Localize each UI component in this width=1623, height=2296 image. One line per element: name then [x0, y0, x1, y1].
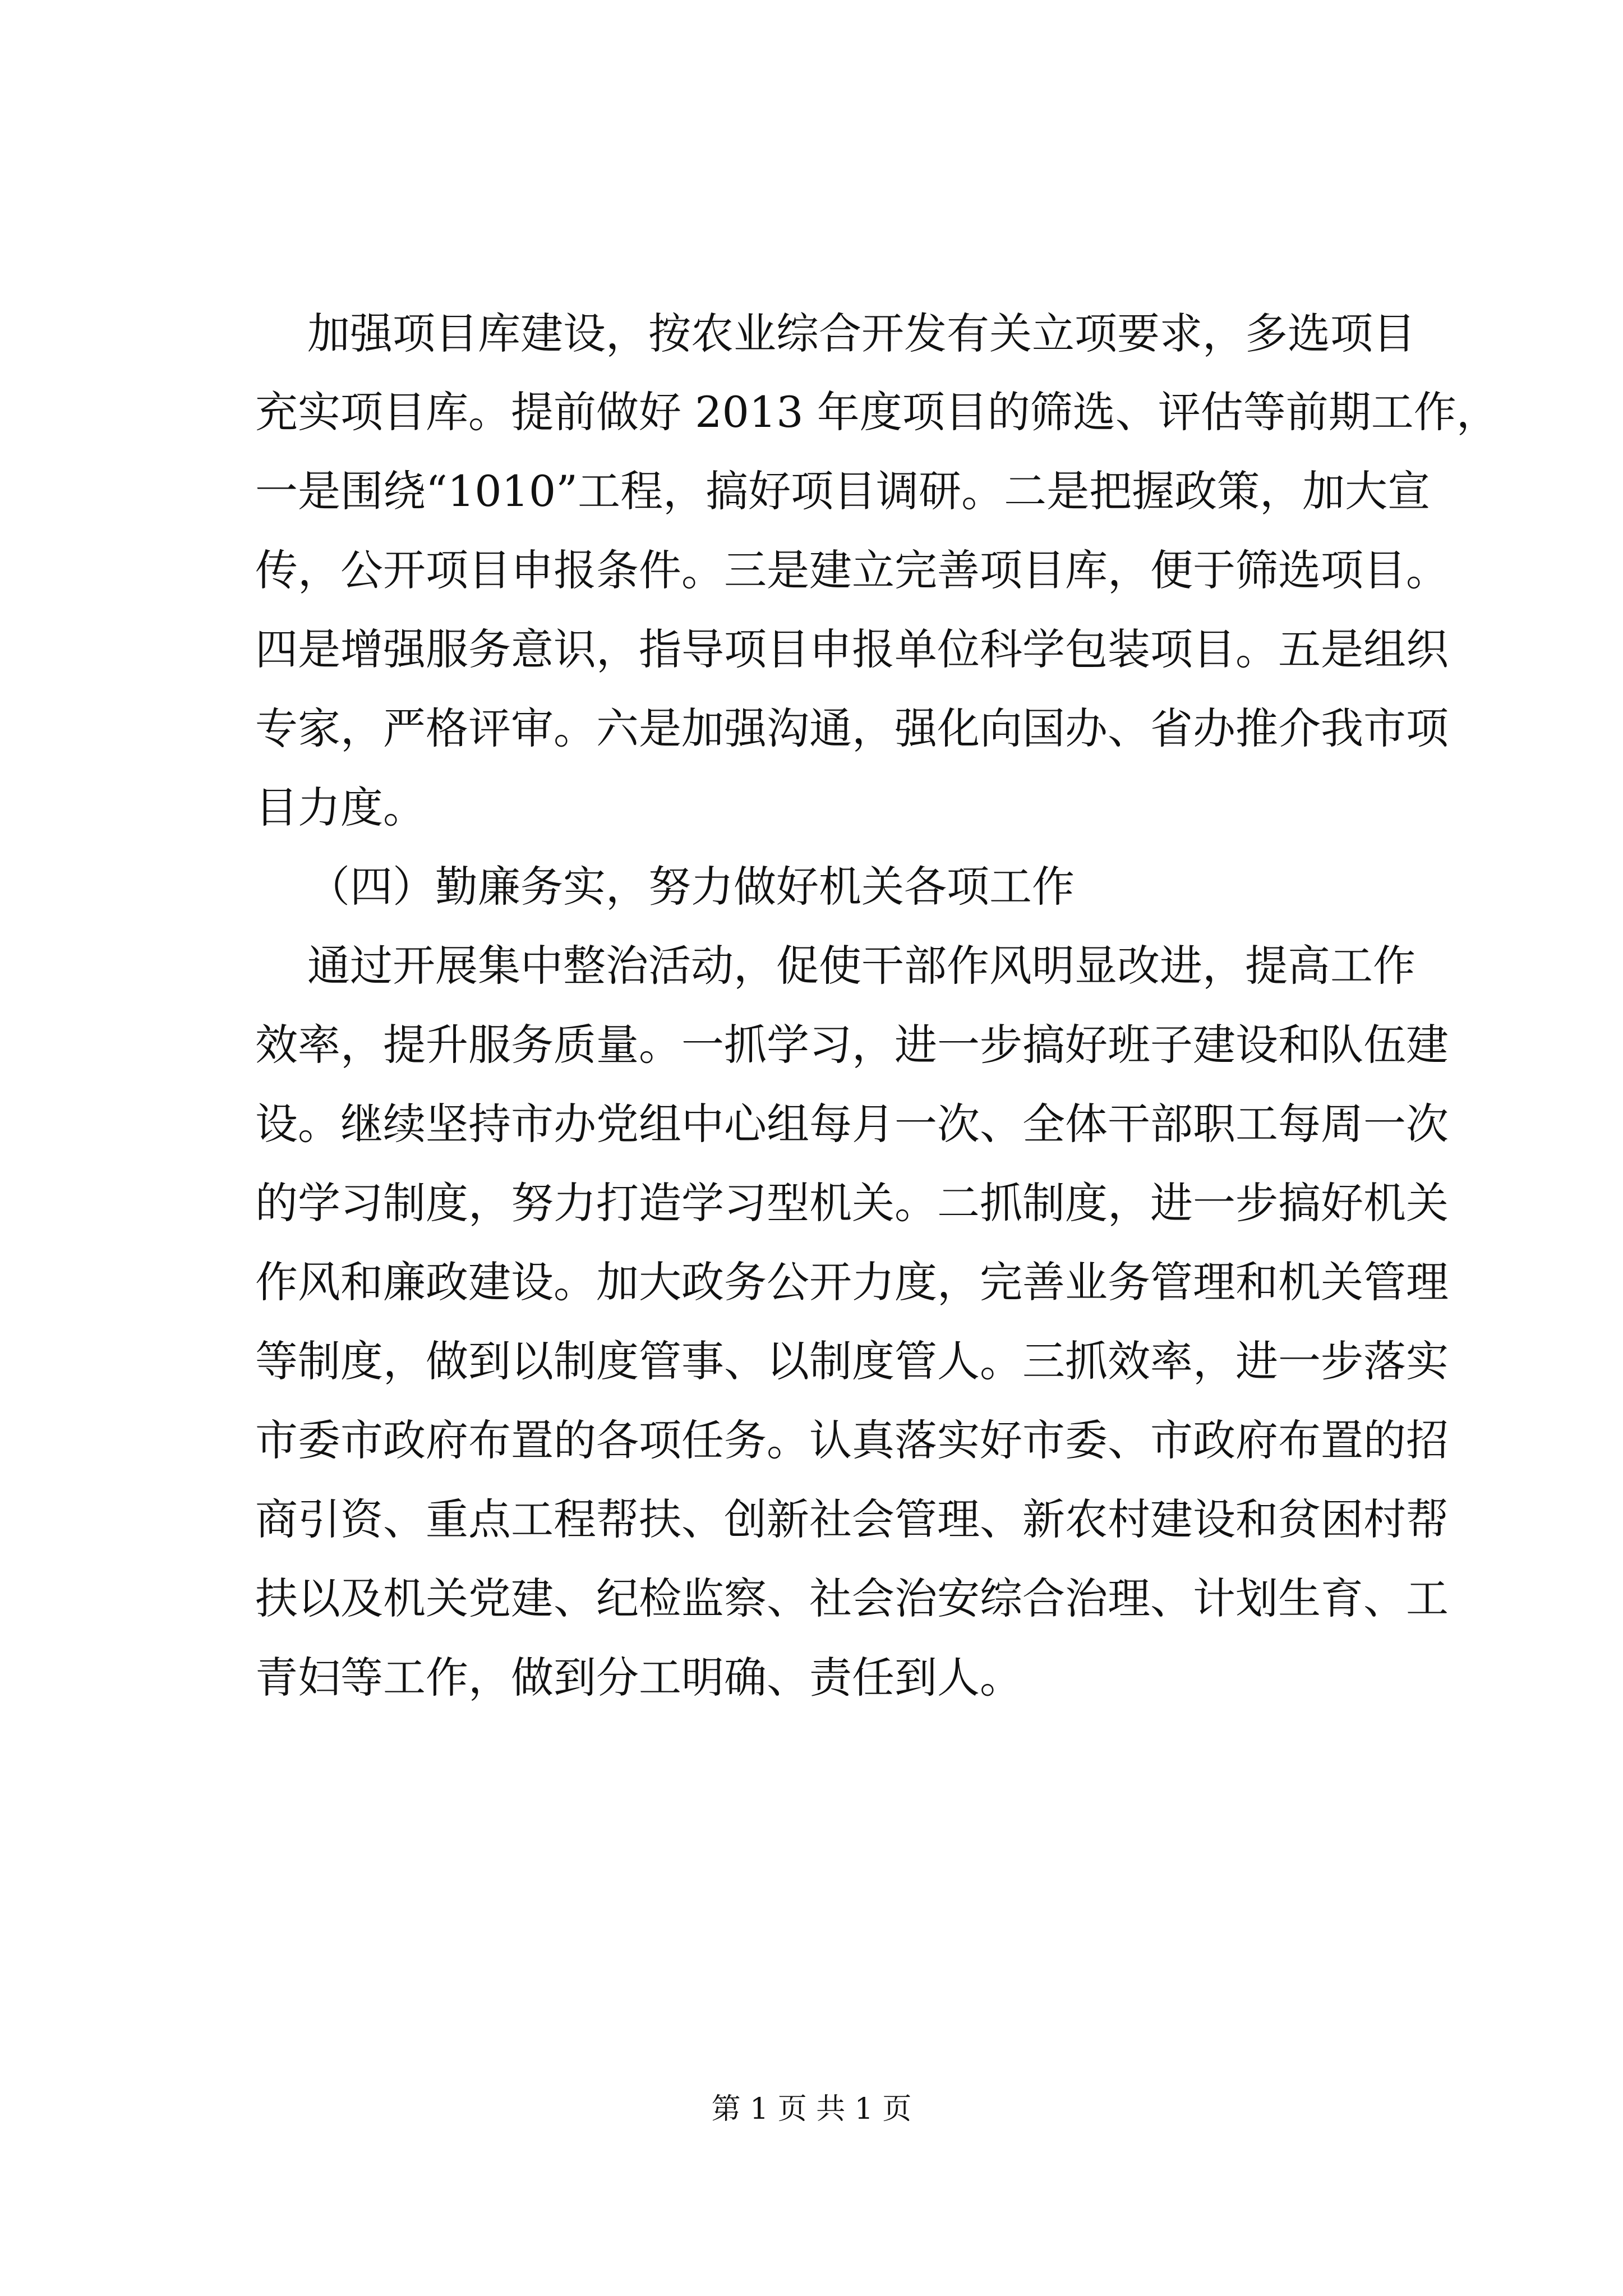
paragraph-line: 效率，提升服务质量。一抓学习，进一步搞好班子建设和队伍建 [255, 1020, 1449, 1070]
paragraph-line: 设。继续坚持市办党组中心组每月一次、全体干部职工每周一次 [255, 1099, 1449, 1149]
paragraph-line: 四是增强服务意识，指导项目申报单位科学包装项目。五是组织 [255, 624, 1449, 674]
paragraph-line: 市委市政府布置的各项任务。认真落实好市委、市政府布置的招 [255, 1415, 1449, 1465]
paragraph-line: 专家，严格评审。六是加强沟通，强化向国办、省办推介我市项 [255, 703, 1449, 753]
paragraph-line: 目力度。 [255, 783, 426, 832]
paragraph-line: 通过开展集中整治活动，促使干部作风明显改进，提高工作 [307, 941, 1415, 991]
paragraph-line: 作风和廉政建设。加大政务公开力度，完善业务管理和机关管理 [255, 1257, 1449, 1307]
section-heading: （四）勤廉务实，努力做好机关各项工作 [307, 862, 1075, 912]
paragraph-line: 青妇等工作，做到分工明确、责任到人。 [255, 1653, 1022, 1703]
paragraph-line: 扶以及机关党建、纪检监察、社会治安综合治理、计划生育、工 [255, 1573, 1449, 1623]
paragraph-line: 传，公开项目申报条件。三是建立完善项目库，便于筛选项目。 [255, 545, 1449, 595]
paragraph-line: 的学习制度，努力打造学习型机关。二抓制度，进一步搞好机关 [255, 1178, 1449, 1228]
paragraph-line: 等制度，做到以制度管事、以制度管人。三抓效率，进一步落实 [255, 1336, 1449, 1386]
page-footer: 第 1 页 共 1 页 [711, 2092, 912, 2126]
paragraph-line: 一是围绕“1010”工程，搞好项目调研。二是把握政策，加大宣 [255, 466, 1431, 516]
paragraph-line: 加强项目库建设，按农业综合开发有关立项要求，多选项目 [307, 309, 1415, 358]
paragraph-line: 充实项目库。提前做好 2013 年度项目的筛选、评估等前期工作， [255, 387, 1499, 437]
paragraph-line: 商引资、重点工程帮扶、创新社会管理、新农村建设和贫困村帮 [255, 1494, 1449, 1544]
